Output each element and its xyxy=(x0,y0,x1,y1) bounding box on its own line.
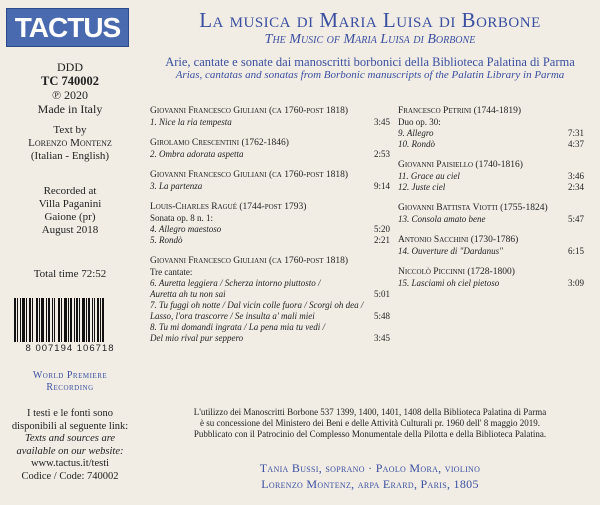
barcode xyxy=(14,298,122,342)
track-title: 9. Allegro xyxy=(398,128,434,138)
text-by-label: Text by xyxy=(53,124,87,136)
tactus-logo xyxy=(6,8,129,47)
track-title: 7. Tu fuggi oh notte / Dal vicin colle fuora / Scorgi oh dea / xyxy=(150,300,364,310)
catalog-number: TC 740002 xyxy=(41,74,99,88)
track-duration: 6:15 xyxy=(567,246,584,256)
format-label: DDD xyxy=(57,60,83,74)
track-duration: 3:45 xyxy=(373,333,390,343)
work-title: Sonata op. 8 n. 1: xyxy=(150,213,213,223)
made-in: Made in Italy xyxy=(37,102,103,116)
track-title: 12. Juste ciel xyxy=(398,182,446,192)
track-title: 13. Consola amato bene xyxy=(398,214,486,224)
track-row xyxy=(398,278,584,289)
track-duration: 2:53 xyxy=(373,149,390,159)
recording-credit xyxy=(0,185,140,237)
website-info xyxy=(0,408,140,483)
performers-line2: Lorenzo Montenz, arpa Erard, Paris, 1805 xyxy=(261,477,479,491)
track-row xyxy=(150,289,390,300)
track-duration: 5:47 xyxy=(567,214,584,224)
barcode-digits: 8 007194 106718 xyxy=(25,343,115,354)
left-column xyxy=(0,0,140,505)
logo-text: TACTUS xyxy=(14,11,121,43)
recording-venue: Villa Paganini xyxy=(38,198,102,210)
notes-line1: L'utilizzo dei Manoscritti Borbone 537 1399, 1400, 1401, 1408 della Biblioteca Palatina di Parma xyxy=(193,407,547,417)
track-row xyxy=(398,182,584,193)
track-title: 1. Nice la ria tempesta xyxy=(150,117,232,127)
track-duration: 3:45 xyxy=(373,117,390,127)
track-duration: 7:31 xyxy=(567,128,584,138)
album-subtitle-en: Arias, cantatas and sonatas from Borbonic manuscripts of the Palatin Library in Parma xyxy=(175,69,565,81)
info-line1: I testi e le fonti sono xyxy=(26,408,114,419)
world-premiere-line1: World Premiere xyxy=(32,370,108,381)
track-title: 15. Lasciami oh ciel pietoso xyxy=(398,278,500,288)
composer: Louis-Charles Ragué (1744-post 1793) xyxy=(150,202,307,212)
track-title-cont: Lasso, l'ora trascorre / Se insulta a' mali miei xyxy=(150,311,315,321)
track-row xyxy=(398,128,584,139)
track-duration: 5:20 xyxy=(373,224,390,234)
track-duration: 5:48 xyxy=(373,311,390,321)
composer: Niccolò Piccinni (1728-1800) xyxy=(398,267,515,277)
composer: Giovanni Francesco Giuliani (ca 1760-post 1818) xyxy=(150,170,349,180)
track-row xyxy=(150,224,390,235)
text-credit xyxy=(0,124,140,163)
phonogram-year: ℗ 2020 xyxy=(51,88,89,102)
track-title: 8. Tu mi domandi ingrata / La pena mia tu vedi / xyxy=(150,322,326,332)
track-title: 11. Grace au ciel xyxy=(398,171,460,181)
text-by-name: Lorenzo Montenz xyxy=(28,137,112,149)
work-title: Duo op. 30: xyxy=(398,117,441,127)
notes-line3: Pubblicato con il Patrocinio del Complesso Monumentale della Pilotta e della Biblioteca Palatina. xyxy=(193,429,547,439)
track-row xyxy=(398,214,584,225)
total-time: Total time 72:52 xyxy=(33,268,107,280)
world-premiere-label xyxy=(0,370,140,394)
composer: Giovanni Francesco Giuliani (ca 1760-post 1818) xyxy=(150,256,349,266)
track-duration: 2:21 xyxy=(373,235,390,245)
track-row xyxy=(150,117,390,128)
track-row xyxy=(150,149,390,160)
composer: Francesco Petrini (1744-1819) xyxy=(398,106,522,116)
composer: Girolamo Crescentini (1762-1846) xyxy=(150,138,289,148)
source-notes xyxy=(150,407,590,440)
release-info xyxy=(0,60,140,116)
track-row xyxy=(150,181,390,192)
track-duration: 9:14 xyxy=(373,181,390,191)
notes-line2: è su concessione del Ministero dei Beni e delle Attività Culturali pr. 1960 dell' 8 maggio 2019. xyxy=(199,418,541,428)
track-title: 2. Ombra adorata aspetta xyxy=(150,149,244,159)
track-title: 4. Allegro maestoso xyxy=(150,224,222,234)
album-title: La musica di Maria Luisa di Borbone xyxy=(199,8,541,32)
track-title-cont: Auretta ah tu non sai xyxy=(150,289,226,299)
track-row xyxy=(150,333,390,344)
track-title: 5. Rondò xyxy=(150,235,183,245)
composer: Giovanni Paisiello (1740-1816) xyxy=(398,160,523,170)
info-line2: disponibili al seguente link: xyxy=(11,420,129,432)
track-row xyxy=(150,311,390,322)
work-title: Tre cantate: xyxy=(150,267,193,277)
track-title: 3. La partenza xyxy=(150,181,203,191)
header xyxy=(142,8,598,82)
album-subtitle: Arie, cantate e sonate dai manoscritti borbonici della Biblioteca Palatina di Parma xyxy=(165,55,575,69)
track-title: 10. Rondò xyxy=(398,139,435,149)
recording-date: August 2018 xyxy=(41,224,99,236)
track-row xyxy=(398,139,584,150)
recorded-label: Recorded at xyxy=(43,185,97,197)
album-title-en: The Music of Maria Luisa di Borbone xyxy=(264,32,476,47)
track-row xyxy=(398,246,584,257)
text-by-langs: (Italian - English) xyxy=(30,150,110,162)
performers-line1: Tania Bussi, soprano · Paolo Mora, violino xyxy=(259,461,481,475)
performers xyxy=(150,460,590,492)
track-title: 14. Ouverture di "Dardanus" xyxy=(398,246,503,256)
composer: Giovanni Francesco Giuliani (ca 1760-post 1818) xyxy=(150,106,349,116)
track-duration: 5:01 xyxy=(373,289,390,299)
info-line4: available on our website: xyxy=(16,445,124,457)
track-duration: 3:09 xyxy=(567,278,584,288)
track-duration: 4:37 xyxy=(567,139,584,149)
composer: Giovanni Battista Viotti (1755-1824) xyxy=(398,203,548,213)
composer: Antonio Sacchini (1730-1786) xyxy=(398,235,519,245)
info-line3: Texts and sources are xyxy=(24,433,116,444)
track-title: 6. Auretta leggiera / Scherza intorno piuttosto / xyxy=(150,278,321,288)
track-duration: 2:34 xyxy=(567,182,584,192)
website-link[interactable]: www.tactus.it/testi xyxy=(30,458,110,469)
track-title-cont: Del mio rival pur seppero xyxy=(150,333,244,343)
track-row xyxy=(398,171,584,182)
track-row xyxy=(150,235,390,246)
track-duration: 3:46 xyxy=(567,171,584,181)
tracklist-left xyxy=(150,106,390,344)
world-premiere-line2: Recording xyxy=(46,382,94,393)
code-label: Codice / Code: 740002 xyxy=(21,470,119,482)
recording-place: Gaione (pr) xyxy=(44,211,96,223)
tracklist-right xyxy=(398,106,584,289)
